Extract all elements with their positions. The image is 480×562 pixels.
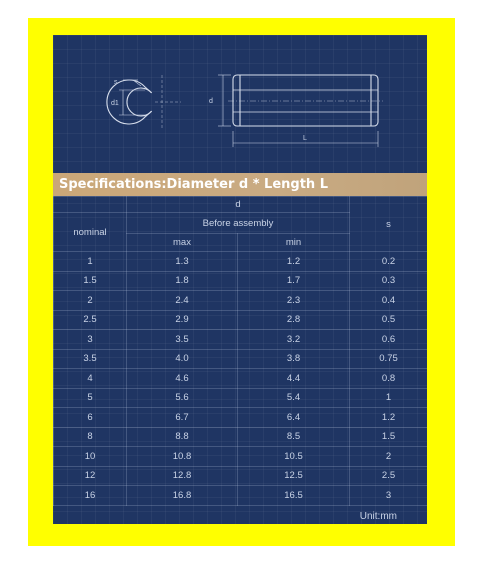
table-body (54, 252, 428, 506)
cell-s: 0.2 (350, 252, 427, 272)
cell-min: 12.5 (238, 466, 350, 486)
header-before-assembly: Before assembly (127, 213, 350, 234)
cell-max: 8.8 (127, 427, 238, 447)
cell-max: 2.9 (127, 310, 238, 330)
cell-nominal: 3 (54, 330, 127, 350)
header-d: d (127, 197, 350, 213)
header-s: s (350, 197, 427, 252)
cell-min: 8.5 (238, 427, 350, 447)
header-spacer (54, 197, 127, 213)
cell-min: 6.4 (238, 408, 350, 428)
dim-label-L: L (303, 135, 307, 142)
cell-s: 3 (350, 486, 427, 506)
cell-s: 2 (350, 447, 427, 467)
cell-max: 6.7 (127, 408, 238, 428)
side-view-drawing (228, 75, 383, 126)
cell-min: 2.3 (238, 291, 350, 311)
table-row (54, 271, 428, 291)
cell-max: 10.8 (127, 447, 238, 467)
cell-nominal: 1 (54, 252, 127, 272)
cell-nominal: 2.5 (54, 310, 127, 330)
cell-min: 5.4 (238, 388, 350, 408)
cell-nominal: 6 (54, 408, 127, 428)
table-row (54, 369, 428, 389)
header-nominal: nominal (54, 213, 127, 252)
cell-nominal: 8 (54, 427, 127, 447)
side-view-dimensions (218, 75, 378, 147)
cell-min: 4.4 (238, 369, 350, 389)
cell-max: 4.6 (127, 369, 238, 389)
table-row (54, 408, 428, 428)
dim-label-s: s (114, 79, 118, 86)
cell-nominal: 1.5 (54, 271, 127, 291)
cell-nominal: 5 (54, 388, 127, 408)
table-row (54, 388, 428, 408)
cell-max: 12.8 (127, 466, 238, 486)
cell-max: 5.6 (127, 388, 238, 408)
cell-min: 10.5 (238, 447, 350, 467)
cell-max: 3.5 (127, 330, 238, 350)
cell-s: 2.5 (350, 466, 427, 486)
cell-nominal: 3.5 (54, 349, 127, 369)
specifications-table (53, 196, 427, 506)
cell-nominal: 16 (54, 486, 127, 506)
cell-s: 1.5 (350, 427, 427, 447)
table-row (54, 310, 428, 330)
table-row (54, 252, 428, 272)
table-row (54, 427, 428, 447)
technical-drawing (53, 35, 427, 173)
cell-max: 1.3 (127, 252, 238, 272)
header-min: min (238, 234, 350, 252)
cell-s: 0.75 (350, 349, 427, 369)
table-row (54, 330, 428, 350)
dim-label-d: d (209, 98, 213, 105)
cell-min: 3.2 (238, 330, 350, 350)
cell-min: 1.2 (238, 252, 350, 272)
cell-s: 1 (350, 388, 427, 408)
table-row (54, 486, 428, 506)
cell-nominal: 10 (54, 447, 127, 467)
table-row (54, 291, 428, 311)
specifications-banner (53, 173, 427, 196)
cell-nominal: 2 (54, 291, 127, 311)
cell-s: 0.5 (350, 310, 427, 330)
table-row (54, 349, 428, 369)
cell-max: 1.8 (127, 271, 238, 291)
spec-panel (53, 35, 427, 524)
cell-s: 0.3 (350, 271, 427, 291)
cell-s: 0.6 (350, 330, 427, 350)
end-view-dimensions (119, 80, 145, 115)
table-row (54, 466, 428, 486)
header-max: max (127, 234, 238, 252)
cell-max: 2.4 (127, 291, 238, 311)
cell-max: 4.0 (127, 349, 238, 369)
cell-s: 1.2 (350, 408, 427, 428)
cell-min: 3.8 (238, 349, 350, 369)
cell-max: 16.8 (127, 486, 238, 506)
dim-label-d1: d1 (111, 100, 119, 107)
cell-s: 0.8 (350, 369, 427, 389)
table-row (54, 447, 428, 467)
cell-s: 0.4 (350, 291, 427, 311)
banner-title: Specifications:Diameter d * Length L (59, 177, 329, 192)
cell-min: 1.7 (238, 271, 350, 291)
cell-nominal: 12 (54, 466, 127, 486)
cell-min: 2.8 (238, 310, 350, 330)
cell-min: 16.5 (238, 486, 350, 506)
unit-label: Unit:mm (359, 511, 397, 522)
cell-nominal: 4 (54, 369, 127, 389)
